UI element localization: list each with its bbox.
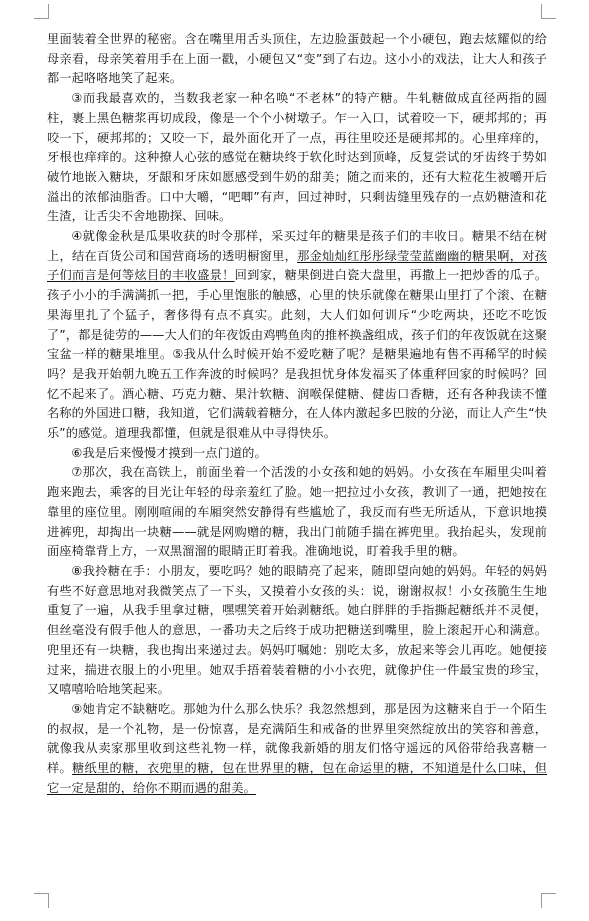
paragraph-4	[47, 227, 547, 444]
paragraph-7	[47, 463, 547, 562]
paragraph-6	[47, 444, 547, 464]
paragraph-9	[47, 700, 547, 799]
paragraph-9-text: ⑨她肯定不缺糖吃。那她为什么那么快乐？我忽然想到，那是因为这糖来自于一个陌生的叔叔，是一个礼物，是一份惊喜，是充满陌生和戒备的世界里突然绽放出的笑容和善意，就像我从卖家那里收到这些礼物一样，就像我新婚的朋友们恪守遥远的风俗带给我喜糖一样。	[47, 701, 547, 776]
paragraph-3	[47, 89, 547, 227]
underlined-sentence-sweet-candy: 糖纸里的糖，衣兜里的糖，包在世界里的糖，包在命运里的糖，不知道是什么口味，但它一定是甜的，给你不期而遇的甜美。	[47, 761, 547, 795]
paragraph-8-text: ⑧我拎糖在手：小朋友，要吃吗？她的眼睛亮了起来，随即望向她的妈妈。年轻的妈妈有些不好意思地对我微笑点了一下头，又摸着小女孩的头：说，谢谢叔叔！小女孩脆生生地重复了一遍，从我手里拿过糖，嘿嘿笑着开始剥糖纸。她白胖胖的手指撕起糖纸并不灵便，但丝毫没有假手他人的意思，一番功夫之后终于成功把糖送到嘴里，脸上滚起开心和满意。兜里还有一块糖，我也掏出来递过去。妈妈叮嘱她：别吃太多，放起来等会儿再吃。她便接过来，揣进衣服上的小兜里。她双手捂着装着糖的小小衣兜，就像护住一件最宝贵的珍宝，又嘻嘻哈哈地笑起来。	[47, 563, 547, 697]
crop-mark-bottom-right	[541, 893, 556, 908]
paragraph-3-text: ③而我最喜欢的，当数我老家一种名唤“不老林”的特产糖。牛轧糖做成直径两指的圆柱，裹上黑色糖浆再切成段，像是一个个小树墩子。乍一入口，试着咬一下，硬邦邦的；再咬一下，硬邦邦的；又咬一下，最外面化开了一点，再往里咬还是硬邦邦的。心里痒痒的，牙根也痒痒的。这种撩人心弦的感觉在糖块终于软化时达到顶峰，反复尝试的牙齿终于势如破竹地嵌入糖块，牙龈和牙床如愿感受到牛奶的甜美；随之而来的，还有大粒花生被嚼开后溢出的浓郁油脂香。口中大嚼，“吧唧”有声，回过神时，只剩齿缝里残存的一点奶糖渣和花生渣，让舌尖不舍地勘探、回味。	[47, 91, 547, 224]
paragraph-6-text: ⑥我是后来慢慢才摸到一点门道的。	[71, 445, 267, 460]
underlined-sentence-candy-harvest: 那金灿灿红彤彤绿莹莹蓝幽幽的糖果啊，对孩子们而言是何等炫目的丰收盛景！	[47, 248, 548, 283]
crop-mark-bottom-left	[34, 893, 49, 908]
paragraph-7-text: ⑦那次，我在高铁上，前面坐着一个活泼的小女孩和她的妈妈。小女孩在车厢里尖叫着跑来跑去，乘客的目光让年轻的母亲羞红了脸。她一把拉过小女孩，教训了一通，把她按在靠里的座位里。刚刚喧闹的车厢突然安静得有些尴尬了，我反而有些无所适从，下意识地摸进裤兜，却掏出一块糖——就是网购赠的糖，我出门前随手揣在裤兜里。我抬起头，发现前面座椅靠背上方，一双黑溜溜的眼睛正盯着我。准确地说，盯着我手里的糖。	[47, 465, 547, 559]
paragraph-8	[47, 562, 547, 700]
paragraph-4-text: ④就像金秋是瓜果收获的时令那样，采买过年的糖果是孩子们的丰收日。糖果不结在树上，结在百货公司和国营商场的透明橱窗里，	[47, 229, 547, 263]
paragraph-1-text: 里面装着全世界的秘密。含在嘴里用舌头顶住，左边脸蛋鼓起一个小硬包，跑去炫耀似的给母亲看，母亲笑着用手在上面一戳，小硬包又“变”到了右边。这小小的戏法，让大人和孩子都一起咯咯地笑了起来。	[47, 32, 547, 86]
crop-mark-top-left	[34, 4, 49, 19]
crop-mark-top-right	[541, 4, 556, 19]
paragraph-4-5-text: 回到家，糖果倒进白瓷大盘里，再撒上一把炒香的瓜子。孩子小小的手满满抓一把，手心里饱胀的触感，心里的快乐就像在糖果山里打了个滚、在糖果海里扎了个猛子，奢侈得有点不真实。此刻，大人们如何训斥“少吃两块，还吃不吃饭了”，都是徒劳的——大人们的年夜饭由鸡鸭鱼肉的推杯换盏组成，孩子们的年夜饭就在这聚宝盆一样的糖果堆里。⑤我从什么时候开始不爱吃糖了呢？是糖果遍地有售不再稀罕的时候吗？是我开始朝九晚五工作奔波的时候吗？是我担忧身体发福买了体重秤回家的时候吗？回忆不起来了。酒心糖、巧克力糖、果汁软糖、润喉保健糖、健齿口香糖，还有各种我读不懂名称的外国进口糖，我知道，它们满载着糖分，在人体内激起多巴胺的分泌，而让人产生“快乐”的感觉。道理我都懂，但就是很难从中寻得快乐。	[47, 268, 548, 441]
paragraph-1	[47, 30, 547, 89]
document-body	[47, 30, 547, 798]
